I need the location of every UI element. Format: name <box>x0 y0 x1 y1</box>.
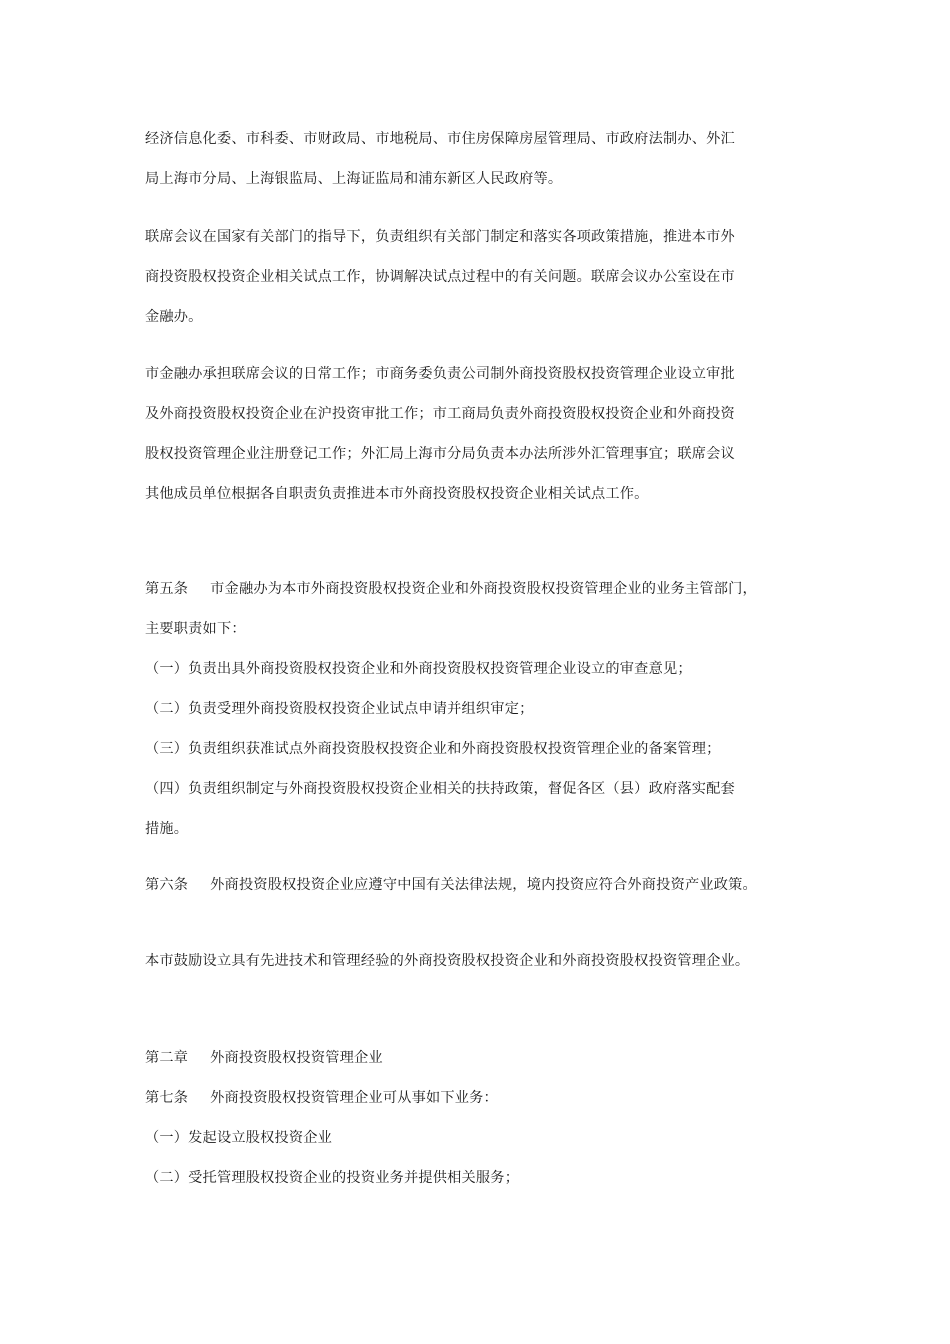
article-label: 第六条 <box>145 877 189 893</box>
paragraph-line: 及外商投资股权投资企业在沪投资审批工作；市工商局负责外商投资股权投资企业和外商投资 <box>145 406 735 422</box>
paragraph-line: 本市鼓励设立具有先进技术和管理经验的外商投资股权投资企业和外商投资股权投资管理企业。 <box>145 953 750 969</box>
list-item: （一）负责出具外商投资股权投资企业和外商投资股权投资管理企业设立的审查意见； <box>145 661 692 677</box>
list-item: （一）发起设立股权投资企业 <box>145 1130 333 1146</box>
article-text: 外商投资股权投资管理企业可从事如下业务： <box>210 1090 498 1106</box>
article-label: 第七条 <box>145 1090 189 1106</box>
article-5-line <box>145 578 757 598</box>
paragraph-line: 金融办。 <box>145 309 203 325</box>
paragraph-line: 联席会议在国家有关部门的指导下，负责组织有关部门制定和落实各项政策措施，推进本市外 <box>145 229 735 245</box>
article-text: 外商投资股权投资企业应遵守中国有关法律法规，境内投资应符合外商投资产业政策。 <box>210 877 757 893</box>
article-text: 市金融办为本市外商投资股权投资企业和外商投资股权投资管理企业的业务主管部门， <box>210 581 757 597</box>
list-item: （三）负责组织获准试点外商投资股权投资企业和外商投资股权投资管理企业的备案管理； <box>145 741 721 757</box>
chapter-title: 外商投资股权投资管理企业 <box>210 1050 383 1066</box>
paragraph-line: 经济信息化委、市科委、市财政局、市地税局、市住房保障房屋管理局、市政府法制办、外汇 <box>145 131 735 147</box>
paragraph-line: 主要职责如下： <box>145 621 246 637</box>
paragraph-line: 商投资股权投资企业相关试点工作，协调解决试点过程中的有关问题。联席会议办公室设在市 <box>145 269 735 285</box>
list-item: （二）负责受理外商投资股权投资企业试点申请并组织审定； <box>145 701 534 717</box>
list-item: （二）受托管理股权投资企业的投资业务并提供相关服务； <box>145 1170 520 1186</box>
paragraph-line: 局上海市分局、上海银监局、上海证监局和浦东新区人民政府等。 <box>145 171 563 187</box>
paragraph-line: 其他成员单位根据各自职责负责推进本市外商投资股权投资企业相关试点工作。 <box>145 486 649 502</box>
chapter-2-heading <box>145 1047 383 1067</box>
chapter-label: 第二章 <box>145 1050 189 1066</box>
article-6-line <box>145 874 757 894</box>
paragraph-line: 股权投资管理企业注册登记工作；外汇局上海市分局负责本办法所涉外汇管理事宜；联席会议 <box>145 446 735 462</box>
article-label: 第五条 <box>145 581 189 597</box>
list-item: （四）负责组织制定与外商投资股权投资企业相关的扶持政策，督促各区（县）政府落实配套 <box>145 781 735 797</box>
paragraph-line: 市金融办承担联席会议的日常工作；市商务委负责公司制外商投资股权投资管理企业设立审批 <box>145 366 735 382</box>
paragraph-line: 措施。 <box>145 821 189 837</box>
article-7-line <box>145 1087 498 1107</box>
